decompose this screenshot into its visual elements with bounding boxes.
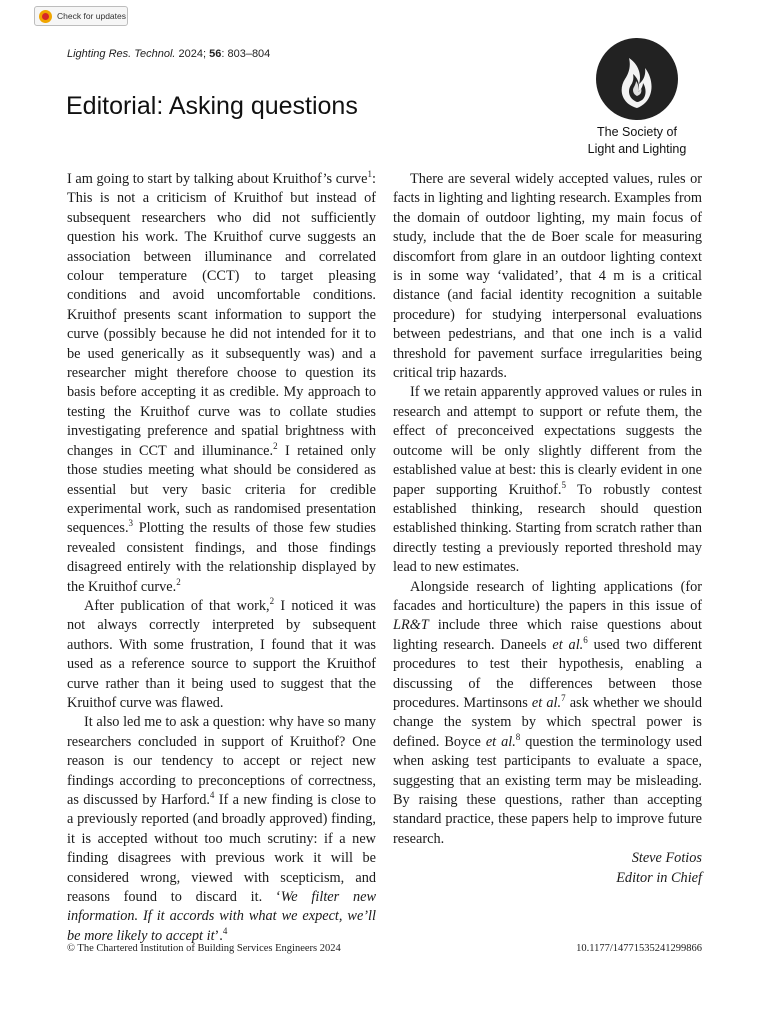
journal-name: Lighting Res. Technol. [67,48,176,60]
paragraph-5: If we retain apparently approved values or rules in research and attempt to support or refute them, the effect of preconceived expectations suggests the outcome will be only slightly different from the established value at best: this is clearly evident in one paper supporting Kruithof.$^5$ To robustly contest established thinking, research should question established thinking. Starting from scratch rather than directly testing a previously reported threshold may lead to new estimates. [393,384,702,576]
logo-line-1: The Society of [597,125,677,139]
reference-link[interactable]: 2 [176,576,181,587]
reference-link[interactable]: 6 [583,634,588,645]
journal-year: 2024; [178,48,207,60]
reference-link[interactable]: 2 [269,595,275,606]
journal-abbrev: LR&T [393,617,429,634]
paragraph-6: Alongside research of lighting applications (for facades and horticulture) the papers in this issue of LR&T include three which raise questions about lighting research. Daneels et al.$^6$ used two different procedures to test their hypothesis, enabling a discussing of the differences between those procedures. Martinsons et al.$^7$ ask whether we should change the system by which spectral power is defined. Boyce et al.$^8$ question the terminology used when asking test participants to evaluate a space, suggesting that an existing term may be misleading. By raising these questions, rather than accepting standard practice, these papers help to improve future research. [393,578,703,847]
reference-link[interactable]: 1 [367,169,373,179]
author-role: Editor in Chief [616,869,702,886]
right-column [393,112,702,888]
paragraph-4: There are several widely accepted values, rules or facts in lighting and lighting research. Examples from the domain of outdoor lighting, my main focus of study, include that the de Boer scale for measuring discomfort from glare in an outdoor lighting context is in some way ‘validated’, that 4 m is a critical distance (and facial identity recognition a suitable procedure) for studying interpersonal evaluations between pedestrians, and that one inch is a valid threshold for pavement surface irregularities being critical trip hazards. [393,171,702,382]
reference-link[interactable]: 4 [222,925,228,936]
left-column [67,170,376,946]
reference-link[interactable]: 3 [128,518,134,529]
reference-link[interactable]: 2 [273,440,278,451]
journal-pages: : 803–804 [221,48,271,60]
reference-link[interactable]: 7 [561,692,566,703]
journal-volume: 56 [209,48,222,60]
copyright-notice: © The Chartered Institution of Building Services Engineers 2024 [67,943,341,954]
reference-link[interactable]: 4 [209,790,215,800]
reference-link[interactable]: 8 [515,731,521,742]
logo-line-2: Light and Lighting [587,142,687,156]
reference-link[interactable]: 5 [561,479,566,490]
check-for-updates-badge[interactable] [34,6,128,26]
paragraph-1: I am going to start by talking about Kruithof’s curve$^1$: This is not a criticism of Kruithof but instead of subsequent researchers who did not sufficiently question his work. The Kruithof curve suggests an association between illuminance and correlated colour temperature (CCT) to target pleasing conditions and avoid uncomfortable conditions. Kruithof presents scant information to support the curve (possibly because he did not intended for it to be used generically as it subsequently was) and a researcher might therefore choose to question its basis before accepting it as credible. My approach to testing the Kruithof curve was to collate studies investigating preference and spatial brightness with changes in CCT and illuminance.$^2$ I retained only those studies meeting what should be considered as essential but very basic criteria for credible experimental work, such as randomised presentation sequences.$^3$ Plotting the results of those few studies revealed consistent findings, and those findings disagreed entirely with the relationship displayed by the Kruithof curve.$^2$ [67,169,377,595]
paragraph-2: After publication of that work,$^2$ I noticed it was not always correctly interpreted by subsequent authors. With some frustration, I found that it was used as a reference source to support the Kruithof curve rather than it being used to suggest that the Kruithof curve was flawed. [67,595,376,711]
article-title: Editorial: Asking questions [66,92,358,120]
crossmark-icon [39,10,52,23]
flame-logo-icon [596,38,678,120]
doi-link[interactable]: 10.1177/14771535241299866 [576,943,702,954]
author-name: Steve Fotios [631,850,702,867]
check-for-updates-label: Check for updates [57,11,126,21]
journal-citation [67,48,270,60]
paragraph-3: It also led me to ask a question: why have so many researchers concluded in support of Kruithof? One reason is our tendency to accept or reject new findings according to preconceptions of correctness, as discussed by Harford.$^4$ If a new finding is close to a previously reported (and broadly approved) finding, it is accepted without too much scrutiny: if a new finding disagrees with previous work it will be considered wrong, viewed with scepticism, and reasons found to discard it. ‘We filter new information. If it accords with what we expect, we’ll be more likely to accept it’.$^4$ [67,714,376,944]
harford-quote: We filter new information. If it accords with what we expect, we’ll be more likely to accept it [67,889,376,944]
